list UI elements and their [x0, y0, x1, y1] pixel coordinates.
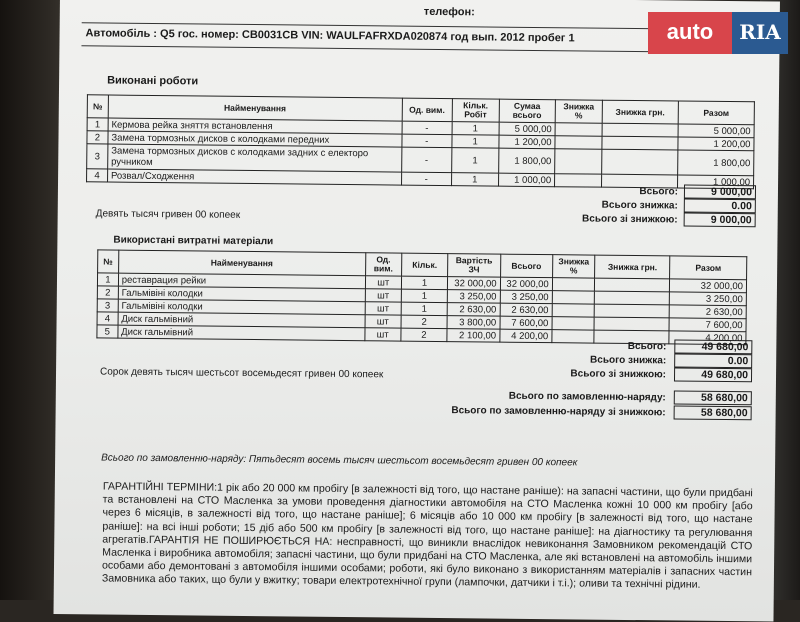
works-total: 9 000,00: [684, 185, 756, 200]
col-disc: Знижка грн.: [602, 100, 678, 124]
row-unit: шт: [365, 289, 402, 302]
guarantee-terms: ГАРАНТІЙНІ ТЕРМІНИ:1 рік або 20 000 км пробігу [в залежності від того, що настане раніше): на запасні частини, що були придбані та встановлені на СТО Масленка за умови проведення діагностики автомобіля на СТО Масленка кожні 10 000 км пробігу [або через 6 місяців, в залежності від того, що настане раніше]; 6 місяців або 10 000 км пробігу [в залежності від того, що настане раніше]: на всі інші роботи; 15 діб або 500 км пробігу [в залежності від того, що настане раніше]: на діагностику та регулювання агрегатів.ГАРАНТІЯ НЕ ПОШИРЮЄТЬСЯ НА: несправності, що виникли внаслідок невиконання Замовником рекомендацій СТО Масленка і виробника автомобіля; запасні частини, що були придбані на СТО Масленка, але які встановлені на автомобіль іншими особами або демонтовані з автомобіля іншими особами; роботи, які було виконано з використанням матеріалів і запасних частин Замовника або таких, що були у вжитку; товари електротехнічної групи (лампочки, датчики і т.і.); оливи та технічні рідини.: [101, 480, 753, 592]
row-qty: 1: [401, 276, 447, 289]
row-name: Гальмівіні колодки: [118, 286, 365, 302]
materials-with-discount-label: Всього зі знижкою:: [570, 368, 667, 381]
materials-discount: 0.00: [674, 353, 752, 368]
col-sum: Всього: [500, 254, 552, 278]
works-discount: 0.00: [684, 199, 756, 214]
row-qty: 1: [401, 289, 447, 302]
row-no: 3: [87, 144, 108, 169]
row-name: Розвал/Сходження: [107, 169, 401, 185]
row-disc-pct: [552, 278, 595, 291]
col-no: №: [87, 95, 108, 118]
materials-with-discount: 49 680,00: [674, 367, 752, 382]
row-sum: 7 600,00: [500, 316, 552, 330]
row-qty: 1: [452, 148, 499, 173]
row-disc-pct: [552, 317, 595, 330]
row-no: 3: [97, 299, 118, 312]
row-disc: [595, 304, 670, 318]
works-total-label: Всього:: [639, 186, 679, 198]
row-total: 3 250,00: [670, 292, 747, 306]
col-total: Разом: [678, 101, 754, 125]
row-unit: -: [401, 147, 452, 173]
watermark-auto: auto: [648, 12, 732, 54]
row-sum: 2 630,00: [500, 303, 552, 317]
row-price: 2 100,00: [447, 329, 500, 343]
row-price: 3 250,00: [447, 290, 500, 304]
col-disc-pct: Знижка %: [555, 100, 602, 123]
row-unit: шт: [365, 276, 402, 289]
col-disc: Знижка грн.: [595, 255, 670, 279]
col-disc-pct: Знижка %: [552, 255, 595, 278]
row-disc: [594, 317, 669, 331]
row-unit: -: [402, 121, 453, 135]
row-sum: 3 250,00: [500, 290, 552, 304]
row-disc-pct: [555, 149, 602, 174]
row-total: 1 800,00: [678, 150, 754, 176]
row-disc: [601, 149, 677, 175]
row-unit: шт: [364, 328, 401, 341]
row-disc-pct: [555, 123, 602, 136]
row-price: 32 000,00: [448, 277, 501, 291]
phone-label: телефон:: [423, 5, 475, 19]
works-table: [86, 94, 755, 189]
col-qty: Кільк.: [402, 253, 448, 276]
row-qty: 1: [452, 122, 499, 135]
row-total: 32 000,00: [670, 279, 747, 293]
col-no: №: [98, 250, 119, 273]
row-no: 2: [97, 286, 118, 299]
row-qty: 2: [401, 328, 447, 341]
watermark-ria: RIA: [732, 12, 788, 54]
order-with-discount: 58 680,00: [674, 405, 752, 420]
row-disc-pct: [552, 304, 595, 317]
order-in-words: Всього по замовленню-наряду: Пятьдесят восемь тысяч шестьсот восемьдесят гривен 00 копеек: [101, 452, 578, 469]
row-total: 5 000,00: [678, 124, 754, 138]
row-no: 4: [87, 169, 108, 182]
row-unit: шт: [365, 302, 402, 315]
row-disc: [595, 278, 670, 292]
materials-title: Використані витратні матеріали: [113, 234, 274, 248]
row-total: 4 200,00: [669, 331, 746, 345]
row-unit: -: [401, 172, 452, 186]
row-disc: [602, 136, 678, 150]
row-no: 2: [87, 131, 108, 144]
col-unit: Од. вим.: [402, 98, 453, 122]
row-qty: 1: [401, 302, 447, 315]
row-total: 1 200,00: [678, 137, 754, 151]
autoria-watermark: [648, 12, 788, 54]
row-qty: 1: [451, 173, 498, 186]
row-no: 1: [87, 118, 108, 131]
col-unit: Од. вим.: [365, 253, 402, 276]
works-with-discount-label: Всього зі знижкою:: [582, 213, 678, 226]
row-name: Диск гальмівний: [118, 325, 365, 341]
work-order-document: [54, 0, 780, 622]
row-sum: 1 200,00: [498, 135, 555, 149]
works-discount-label: Всього знижка:: [601, 199, 678, 212]
row-disc-pct: [552, 291, 595, 304]
col-total: Разом: [670, 256, 747, 280]
row-name: Диск гальмівний: [118, 312, 365, 328]
row-unit: -: [401, 134, 452, 148]
row-qty: 2: [401, 315, 447, 328]
row-sum: 5 000,00: [499, 122, 556, 136]
row-no: 4: [97, 312, 118, 325]
row-disc: [602, 123, 678, 137]
row-price: 3 800,00: [447, 316, 500, 330]
row-qty: 1: [452, 135, 499, 148]
row-total: 2 630,00: [669, 305, 746, 319]
row-sum: 4 200,00: [499, 329, 551, 343]
row-total: 1 000,00: [677, 175, 753, 189]
row-disc-pct: [555, 136, 602, 149]
row-name: реставрация рейки: [118, 273, 365, 289]
row-no: 5: [97, 325, 118, 338]
materials-total-label: Всього:: [627, 340, 667, 353]
col-name: Найменування: [118, 250, 365, 276]
col-qty: Кільк. Робіт: [452, 99, 499, 122]
row-no: 1: [97, 273, 118, 286]
materials-table: [96, 249, 747, 345]
works-in-words: Девять тысяч гривен 00 копеек: [95, 208, 241, 221]
order-with-discount-label: Всього по замовленню-наряду зі знижкою:: [451, 405, 666, 419]
materials-discount-label: Всього знижка:: [590, 354, 667, 367]
works-title: Виконані роботи: [107, 74, 199, 88]
row-sum: 32 000,00: [500, 277, 552, 291]
col-sum: Сумаа всього: [499, 99, 556, 123]
row-name: Гальмівіні колодки: [118, 299, 365, 315]
works-with-discount: 9 000,00: [684, 213, 756, 228]
row-name: Замена тормозных дисков с колодками задних с електоро ручником: [108, 144, 402, 172]
row-disc: [595, 291, 670, 305]
col-name: Найменування: [108, 95, 402, 121]
row-name: Кермова рейка зняття встановлення: [108, 118, 402, 134]
row-total: 7 600,00: [669, 318, 746, 332]
row-sum: 1 800,00: [498, 148, 555, 174]
col-price: Вартість ЗЧ: [448, 254, 501, 278]
order-total: 58 680,00: [674, 390, 752, 405]
row-name: Замена тормозных дисков с колодками передних: [108, 131, 402, 147]
car-info: Автомобіль : Q5 гос. номер: СВ0031СВ VIN: WAULFAFRXDA020874 год вып. 2012 пробег 1: [85, 27, 575, 45]
order-total-label: Всього по замовленню-наряду:: [508, 390, 666, 404]
row-price: 2 630,00: [447, 303, 500, 317]
materials-in-words: Сорок девять тысяч шестьсот восемьдесят гривен 00 копеек: [99, 366, 384, 381]
row-sum: 1 000,00: [498, 173, 555, 187]
row-unit: шт: [365, 315, 402, 328]
materials-total: 49 680,00: [674, 339, 752, 354]
